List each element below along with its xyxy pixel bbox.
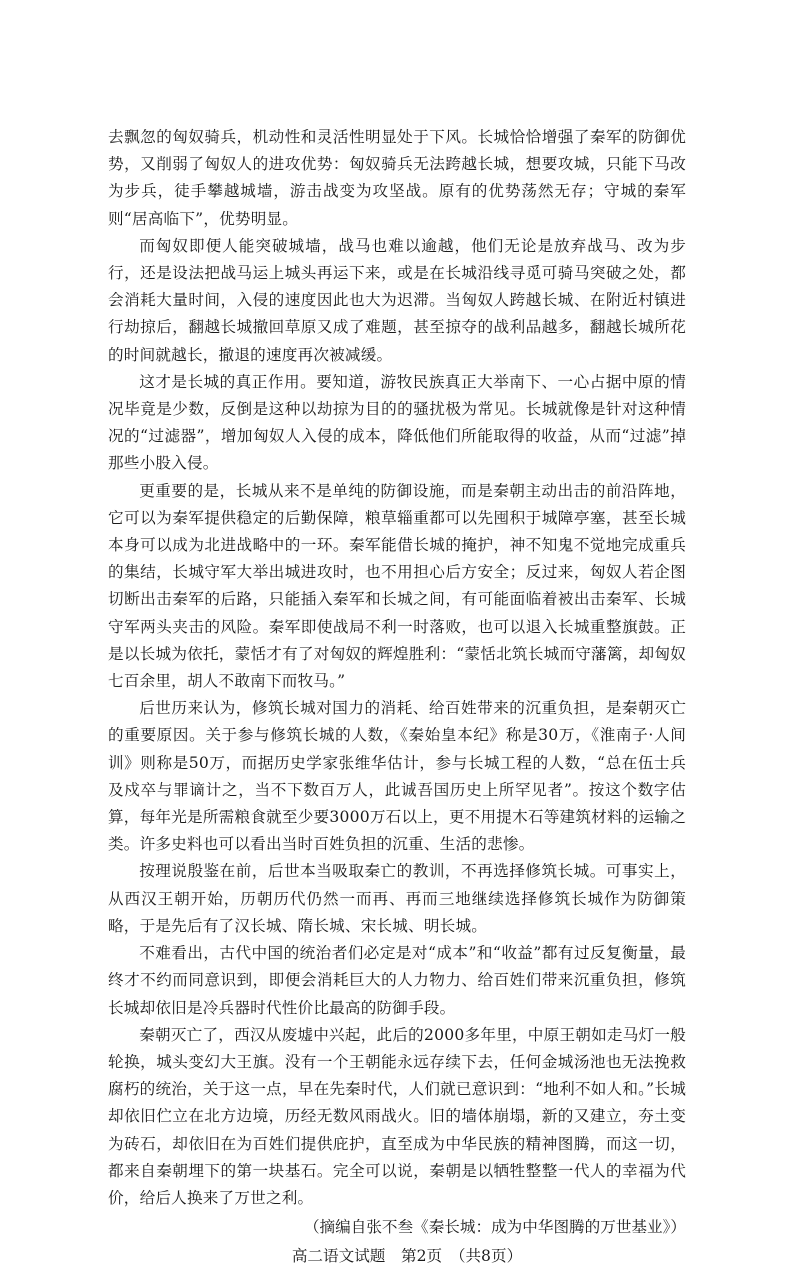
paragraph-1: 去飘忽的匈奴骑兵，机动性和灵活性明显处于下风。长城恰恰增强了秦军的防御优势，又削弱了匈奴人的进攻优势：匈奴骑兵无法跨越长城，想要攻城，只能下马改为步兵，徒手攀越城墙，游击战变为攻坚战。原有的优势荡然无存；守城的秦军则“居高临下”，优势明显。 (108, 128, 686, 228)
paragraph-7: 不难看出，古代中国的统治者们必定是对“成本”和“收益”都有过反复衡量，最终才不约而同意识到，即便会消耗巨大的人力物力、给百姓们带来沉重负担，修筑长城却依旧是冷兵器时代性价比最高的防御手段。 (108, 944, 686, 1017)
source-citation: （摘编自张不叁《秦长城：成为中华图腾的万世基业》） (303, 1218, 686, 1237)
paragraph-8: 秦朝灭亡了，西汉从废墟中兴起，此后的2000多年里，中原王朝如走马灯一般轮换，城头变幻大王旗。没有一个王朝能永远存续下去，任何金城汤池也无法挽救腐朽的统治，关于这一点，早在先秦时代，人们就已意识到：“地利不如人和。”长城却依旧伫立在北方边境，历经无数风雨战火。旧的墙体崩塌，新的又建立，夯土变为砖石，却依旧在为百姓们提供庇护，直至成为中华民族的精神图腾，而这一切，都来自秦朝埋下的第一块基石。完全可以说，秦朝是以牺牲整整一代人的幸福为代价，给后人换来了万世之利。 (108, 1025, 686, 1207)
paragraph-6: 按理说殷鉴在前，后世本当吸取秦亡的教训，不再选择修筑长城。可事实上，从西汉王朝开始，历朝历代仍然一而再、再而三地继续选择修筑长城作为防御策略，于是先后有了汉长城、隋长城、宋长城、明长城。 (108, 862, 686, 935)
paragraph-2: 而匈奴即便人能突破城墙，战马也难以逾越，他们无论是放弃战马、改为步行，还是设法把战马运上城头再运下来，或是在长城沿线寻觅可骑马突破之处，都会消耗大量时间，入侵的速度因此也大为迟滞。当匈奴人跨越长城、在附近村镇进行劫掠后，翻越长城撤回草原又成了难题，甚至掠夺的战利品越多，翻越长城所花的时间就越长，撤退的速度再次被减缓。 (108, 236, 686, 364)
paragraph-4: 更重要的是，长城从来不是单纯的防御设施，而是秦朝主动出击的前沿阵地，它可以为秦军提供稳定的后勤保障，粮草辎重都可以先囤积于城障亭塞，甚至长城本身可以成为北进战略中的一环。秦军能借长城的掩护，神不知鬼不觉地完成重兵的集结，长城守军大举出城进攻时，也不用担心后方安全；反过来，匈奴人若企图切断出击秦军的后路，只能插入秦军和长城之间，有可能面临着被出击秦军、长城守军两头夹击的风险。秦军即使战局不利一时落败，也可以退入长城重整旗鼓。正是以长城为依托，蒙恬才有了对匈奴的辉煌胜利：“蒙恬北筑长城而守藩篱，却匈奴七百余里，胡人不敢南下而牧马。” (108, 481, 686, 691)
paragraph-5: 后世历来认为，修筑长城对国力的消耗、给百姓带来的沉重负担，是秦朝灭亡的重要原因。关于参与修筑长城的人数，《秦始皇本纪》称是30万，《淮南子·人间训》则称是50万，而据历史学家张维华估计，参与长城工程的人数，“总在伍士兵及戍卒与罪谪计之，当不下数百万人，此诚吾国历史上所罕见者”。按这个数字估算，每年光是所需粮食就至少要3000万石以上，更不用提木石等建筑材料的运输之类。许多史料也可以看出当时百姓负担的沉重、生活的悲惨。 (108, 699, 686, 854)
page-footer: 高二语文试题 第2页 （共8页） (291, 1247, 523, 1266)
paragraph-3: 这才是长城的真正作用。要知道，游牧民族真正大举南下、一心占据中原的情况毕竟是少数，反倒是这种以劫掠为目的的骚扰极为常见。长城就像是针对这种情况的“过滤器”，增加匈奴人入侵的成本，降低他们所能取得的收益，从而“过滤”掉那些小股入侵。 (108, 372, 686, 473)
